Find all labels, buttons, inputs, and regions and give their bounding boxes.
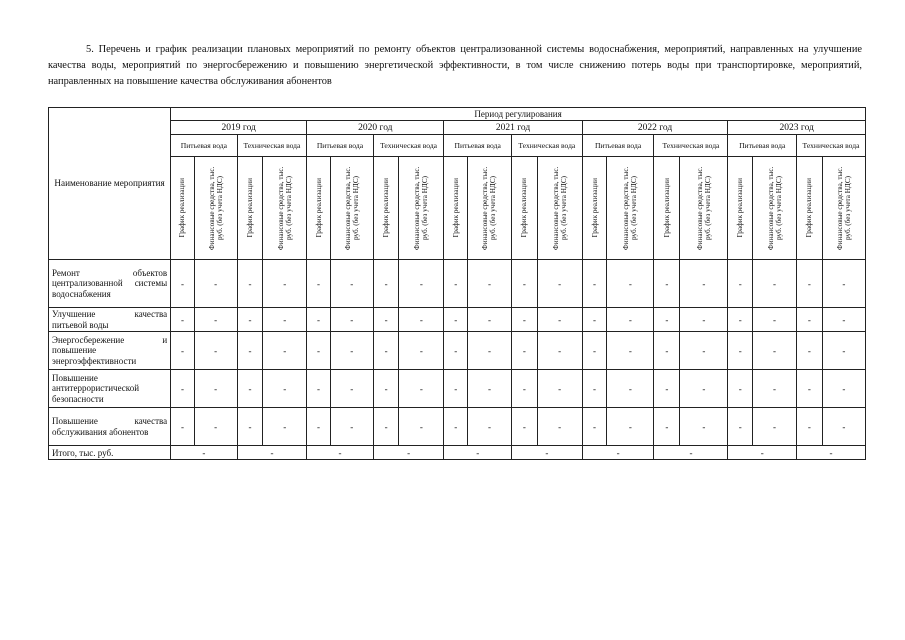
value-cell: - [537,260,582,308]
measure-name-cell: Энергосбережение и повышение энергоэффективности [49,332,171,370]
value-cell: - [373,308,399,332]
column-header-cell [680,157,728,260]
value-cell: - [171,332,195,370]
column-header-label: Финансовые средства, тыс. руб. (без учета НДС) [413,166,430,250]
value-cell: - [194,332,237,370]
value-cell: - [654,408,680,446]
column-header-label: Финансовые средства, тыс. руб. (без учета НДС) [695,166,712,250]
year-header: 2020 год [307,121,444,135]
value-cell: - [607,332,654,370]
value-cell: - [307,408,331,446]
value-cell: - [194,260,237,308]
value-cell: - [753,408,797,446]
column-header-cell [263,157,307,260]
table-row [49,408,866,446]
water-type-header: Питьевая вода [582,135,654,157]
value-cell: - [468,370,512,408]
value-cell: - [680,260,728,308]
column-header-cell [511,157,537,260]
section-intro-paragraph: 5. Перечень и график реализации плановых мероприятий по ремонту объектов централизованной системы водоснабжения, мероприятий, направленных на улучшение качества воды, мероприятий по энергосбережению и повышению энергетической эффективности, в том числе снижению потерь воды при транспортировке, мероприятий, направленных на повышение качества обслуживания абонентов [48,44,862,87]
value-cell: - [468,308,512,332]
column-header-cell [399,157,444,260]
column-header-label: Финансовые средства, тыс. руб. (без учета НДС) [766,166,783,250]
column-header-cell [654,157,680,260]
column-header-label: График реализации [520,178,529,238]
value-cell: - [654,260,680,308]
value-cell: - [728,308,753,332]
value-cell: - [444,260,468,308]
table-row [49,308,866,332]
value-cell: - [194,308,237,332]
value-cell: - [680,408,728,446]
value-cell: - [307,370,331,408]
value-cell: - [582,308,607,332]
value-cell: - [537,332,582,370]
value-cell: - [511,332,537,370]
value-cell: - [330,332,373,370]
value-cell: - [582,408,607,446]
column-header-label: График реализации [590,178,599,238]
column-header-cell [237,157,263,260]
value-cell: - [582,332,607,370]
value-cell: - [511,370,537,408]
value-cell: - [237,308,263,332]
value-cell: - [444,308,468,332]
column-header-cell [444,157,468,260]
column-header-label: График реализации [314,178,323,238]
value-cell: - [822,260,865,308]
column-header-cell [330,157,373,260]
value-cell: - [399,332,444,370]
value-cell: - [607,408,654,446]
year-header: 2023 год [728,121,866,135]
value-cell: - [307,332,331,370]
value-cell: - [237,370,263,408]
water-type-header: Питьевая вода [444,135,512,157]
total-value-cell: - [797,446,866,460]
measure-name-cell: Повышение антитеррористической безопасности [49,370,171,408]
value-cell: - [171,308,195,332]
column-header-measure-name: Наименование мероприятия [49,108,171,260]
year-header: 2019 год [171,121,307,135]
value-cell: - [511,308,537,332]
year-header: 2022 год [582,121,728,135]
value-cell: - [607,260,654,308]
column-header-label: Финансовые средства, тыс. руб. (без учета НДС) [481,166,498,250]
value-cell: - [399,370,444,408]
value-cell: - [582,370,607,408]
year-header: 2021 год [444,121,582,135]
value-cell: - [607,370,654,408]
water-type-header: Питьевая вода [728,135,797,157]
column-header-label: Финансовые средства, тыс. руб. (без учета НДС) [622,166,639,250]
water-type-header: Питьевая вода [307,135,373,157]
column-header-label: График реализации [451,178,460,238]
value-cell: - [753,308,797,332]
water-type-header: Техническая вода [654,135,728,157]
value-cell: - [822,332,865,370]
value-cell: - [654,332,680,370]
value-cell: - [171,370,195,408]
column-header-cell [822,157,865,260]
water-type-header: Техническая вода [237,135,307,157]
total-value-cell: - [444,446,512,460]
value-cell: - [373,408,399,446]
value-cell: - [330,260,373,308]
value-cell: - [194,408,237,446]
value-cell: - [237,332,263,370]
water-type-header: Техническая вода [373,135,444,157]
water-type-header: Техническая вода [797,135,866,157]
column-header-label: График реализации [382,178,391,238]
value-cell: - [330,408,373,446]
value-cell: - [330,308,373,332]
value-cell: - [263,370,307,408]
value-cell: - [654,308,680,332]
value-cell: - [728,408,753,446]
value-cell: - [171,408,195,446]
table-row [49,332,866,370]
value-cell: - [728,332,753,370]
column-header-cell [728,157,753,260]
value-cell: - [444,408,468,446]
total-value-cell: - [237,446,307,460]
column-header-cell [582,157,607,260]
column-header-label: График реализации [805,178,814,238]
value-cell: - [263,308,307,332]
value-cell: - [373,260,399,308]
column-header-cell [373,157,399,260]
value-cell: - [797,408,823,446]
column-header-label: График реализации [245,178,254,238]
column-header-label: График реализации [178,178,187,238]
column-header-cell [753,157,797,260]
value-cell: - [263,260,307,308]
value-cell: - [307,308,331,332]
value-cell: - [728,260,753,308]
value-cell: - [797,308,823,332]
value-cell: - [822,370,865,408]
value-cell: - [822,308,865,332]
value-cell: - [537,408,582,446]
value-cell: - [468,332,512,370]
total-value-cell: - [307,446,373,460]
value-cell: - [654,370,680,408]
total-value-cell: - [511,446,582,460]
total-label-cell: Итого, тыс. руб. [49,446,171,460]
column-header-cell [537,157,582,260]
total-value-cell: - [171,446,237,460]
total-value-cell: - [654,446,728,460]
value-cell: - [582,260,607,308]
column-header-cell [468,157,512,260]
value-cell: - [537,370,582,408]
measure-name-cell: Ремонт объектов централизованной системы водоснабжения [49,260,171,308]
value-cell: - [511,408,537,446]
column-header-label: График реализации [736,178,745,238]
value-cell: - [753,260,797,308]
column-header-cell [797,157,823,260]
value-cell: - [468,408,512,446]
total-row [49,446,866,460]
column-header-cell [194,157,237,260]
column-header-label: Финансовые средства, тыс. руб. (без учета НДС) [551,166,568,250]
value-cell: - [680,308,728,332]
column-header-label: Финансовые средства, тыс. руб. (без учета НДС) [207,166,224,250]
value-cell: - [680,332,728,370]
value-cell: - [753,332,797,370]
value-cell: - [511,260,537,308]
value-cell: - [444,370,468,408]
column-header-cell [607,157,654,260]
value-cell: - [194,370,237,408]
measures-plan-table [48,107,866,460]
column-header-label: Финансовые средства, тыс. руб. (без учета НДС) [276,166,293,250]
water-type-header: Питьевая вода [171,135,237,157]
value-cell: - [237,408,263,446]
column-header-label: График реализации [662,178,671,238]
value-cell: - [537,308,582,332]
column-header-label: Финансовые средства, тыс. руб. (без учета НДС) [343,166,360,250]
column-header-cell [171,157,195,260]
value-cell: - [444,332,468,370]
value-cell: - [263,408,307,446]
column-header-cell [307,157,331,260]
value-cell: - [399,308,444,332]
value-cell: - [237,260,263,308]
value-cell: - [373,332,399,370]
table-row [49,260,866,308]
total-value-cell: - [728,446,797,460]
value-cell: - [797,260,823,308]
measure-name-cell: Улучшение качества питьевой воды [49,308,171,332]
table-row [49,370,866,408]
value-cell: - [822,408,865,446]
value-cell: - [797,370,823,408]
value-cell: - [728,370,753,408]
value-cell: - [399,408,444,446]
column-header-label: Финансовые средства, тыс. руб. (без учета НДС) [835,166,852,250]
total-value-cell: - [582,446,654,460]
value-cell: - [307,260,331,308]
value-cell: - [797,332,823,370]
value-cell: - [373,370,399,408]
value-cell: - [680,370,728,408]
value-cell: - [330,370,373,408]
value-cell: - [399,260,444,308]
water-type-header: Техническая вода [511,135,582,157]
regulation-period-header: Период регулирования [171,108,866,121]
value-cell: - [171,260,195,308]
value-cell: - [468,260,512,308]
total-value-cell: - [373,446,444,460]
value-cell: - [607,308,654,332]
measure-name-cell: Повышение качества обслуживания абонентов [49,408,171,446]
value-cell: - [753,370,797,408]
value-cell: - [263,332,307,370]
